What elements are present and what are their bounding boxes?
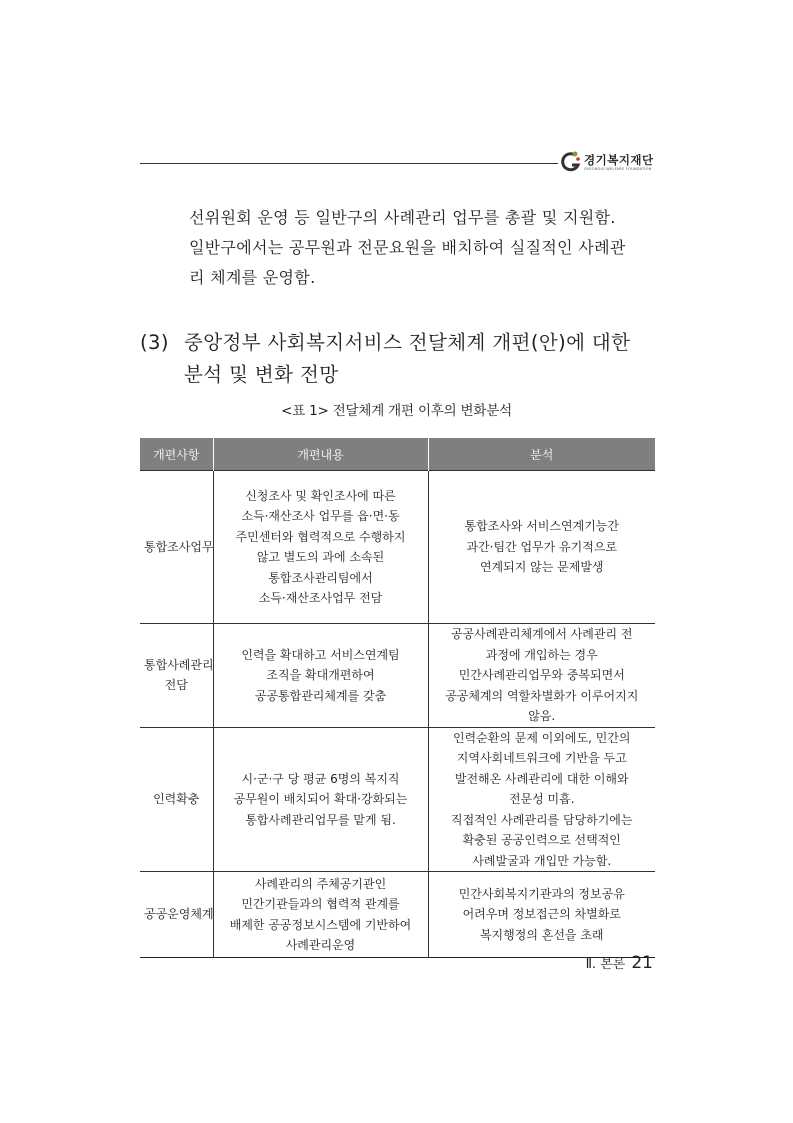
page-number: 21 bbox=[631, 953, 653, 973]
intro-line: 리 체계를 운영함. bbox=[189, 268, 316, 287]
cell-line: 주민센터와 협력적으로 수행하지 bbox=[235, 529, 406, 544]
cell-line: 복지행정의 혼선을 초래 bbox=[479, 927, 604, 942]
cell-analysis bbox=[428, 727, 655, 872]
intro-line: 선위원회 운영 등 일반구의 사례관리 업무를 총괄 및 지원함. bbox=[189, 208, 616, 227]
cell-line: 과정에 개입하는 경우 bbox=[485, 647, 598, 662]
cell-analysis bbox=[428, 872, 655, 958]
cell-line: 직접적인 사례관리를 담당하기에는 bbox=[450, 812, 633, 827]
cell-item bbox=[140, 872, 213, 958]
cell-line: 통합사례관리업무를 맡게 됨. bbox=[245, 812, 396, 827]
cell-line: 민간사회복지기관과의 정보공유 bbox=[458, 886, 625, 901]
table-row bbox=[140, 727, 655, 872]
cell-line: 전담 bbox=[164, 678, 188, 693]
header-content: 개편내용 bbox=[213, 438, 428, 471]
cell-line: 조직을 확대개편하여 bbox=[266, 668, 375, 682]
section-title-line2: 분석 및 변화 전망 bbox=[184, 363, 339, 386]
cell-line: 사례관리운영 bbox=[285, 938, 356, 952]
foundation-logo bbox=[560, 148, 660, 178]
table-header-row bbox=[140, 438, 655, 471]
cell-line: 소득·재산조사업무 전담 bbox=[258, 591, 383, 605]
logo-text: 경기복지재단 bbox=[584, 153, 654, 167]
cell-line: 확충된 공공인력으로 선택적인 bbox=[462, 833, 621, 847]
cell-line: 통합조사업무 bbox=[144, 539, 214, 554]
cell-line: 공공통합관리체계를 갖춤 bbox=[254, 688, 387, 703]
cell-analysis bbox=[428, 471, 655, 624]
cell-line: 않고 별도의 과에 소속된 bbox=[256, 550, 385, 564]
cell-line: 소득·재산조사 업무를 읍·면·동 bbox=[241, 509, 400, 523]
cell-line: 인력확충 bbox=[153, 792, 200, 806]
table-row bbox=[140, 624, 655, 728]
cell-line: 통합조사와 서비스연계기능간 bbox=[464, 519, 619, 534]
change-analysis-table bbox=[140, 438, 655, 958]
cell-line: 어려우며 정보접근의 차별화로 bbox=[462, 907, 621, 922]
cell-line: 민간기관들과의 협력적 관계를 bbox=[241, 897, 400, 911]
cell-item bbox=[140, 727, 213, 872]
header-analysis: 분석 bbox=[428, 438, 655, 471]
cell-line: 사례발굴과 개입만 가능함. bbox=[472, 853, 612, 868]
cell-line: 전문성 미흡. bbox=[508, 792, 575, 806]
cell-line: 연계되지 않는 문제발생 bbox=[479, 560, 604, 575]
table-row bbox=[140, 471, 655, 624]
cell-line: 공공운영체계 bbox=[144, 907, 214, 922]
cell-line: 사례관리의 주체공기관인 bbox=[254, 876, 387, 891]
foundation-logo-icon bbox=[560, 150, 582, 174]
cell-line: 공공사례관리체계에서 사례관리 전 bbox=[450, 627, 633, 641]
cell-line: 인력순환의 문제 이외에도, 민간의 bbox=[452, 730, 631, 745]
cell-content bbox=[213, 624, 428, 728]
cell-line: 통합조사관리팀에서 bbox=[268, 570, 373, 585]
cell-item bbox=[140, 471, 213, 624]
cell-line: 발전해온 사례관리에 대한 이해와 bbox=[454, 771, 629, 786]
cell-line: 지역사회네트워크에 기반을 두고 bbox=[456, 751, 627, 765]
header-rule bbox=[140, 163, 558, 164]
page-footer bbox=[586, 953, 653, 973]
cell-analysis bbox=[428, 624, 655, 728]
cell-line: 공무원이 배치되어 확대·강화되는 bbox=[233, 792, 408, 806]
cell-content bbox=[213, 872, 428, 958]
cell-line: 통합사례관리 bbox=[144, 657, 214, 672]
cell-line: 신청조사 및 확인조사에 따른 bbox=[245, 488, 396, 503]
table-row bbox=[140, 872, 655, 958]
section-title-line1: 중앙정부 사회복지서비스 전달체계 개편(안)에 대한 bbox=[184, 331, 631, 354]
intro-paragraph bbox=[189, 203, 669, 293]
cell-line: 공공체계의 역할차별화가 이루어지지 bbox=[445, 688, 639, 703]
cell-content bbox=[213, 727, 428, 872]
intro-line: 일반구에서는 공무원과 전문요원을 배치하여 실질적인 사례관 bbox=[189, 238, 626, 257]
cell-line: 배제한 공공정보시스템에 기반하여 bbox=[229, 917, 412, 932]
section-number: (3) bbox=[140, 331, 169, 354]
cell-line: 민간사례관리업무와 중복되면서 bbox=[458, 668, 625, 682]
cell-line: 인력을 확대하고 서비스연계팀 bbox=[241, 647, 400, 662]
cell-line: 시·군·구 당 평균 6명의 복지직 bbox=[241, 771, 400, 786]
section-heading bbox=[140, 327, 630, 391]
table-caption: <표 1> 전달체계 개편 이후의 변화분석 bbox=[281, 403, 512, 419]
cell-line: 과간·팀간 업무가 유기적으로 bbox=[466, 539, 618, 554]
cell-content bbox=[213, 471, 428, 624]
cell-item bbox=[140, 624, 213, 728]
logo-subtext: GYEONGGI WELFARE FOUNDATION bbox=[584, 167, 652, 171]
footer-chapter: Ⅱ. 본론 bbox=[585, 957, 626, 972]
cell-line: 않음. bbox=[528, 709, 556, 723]
header-item: 개편사항 bbox=[140, 438, 213, 471]
